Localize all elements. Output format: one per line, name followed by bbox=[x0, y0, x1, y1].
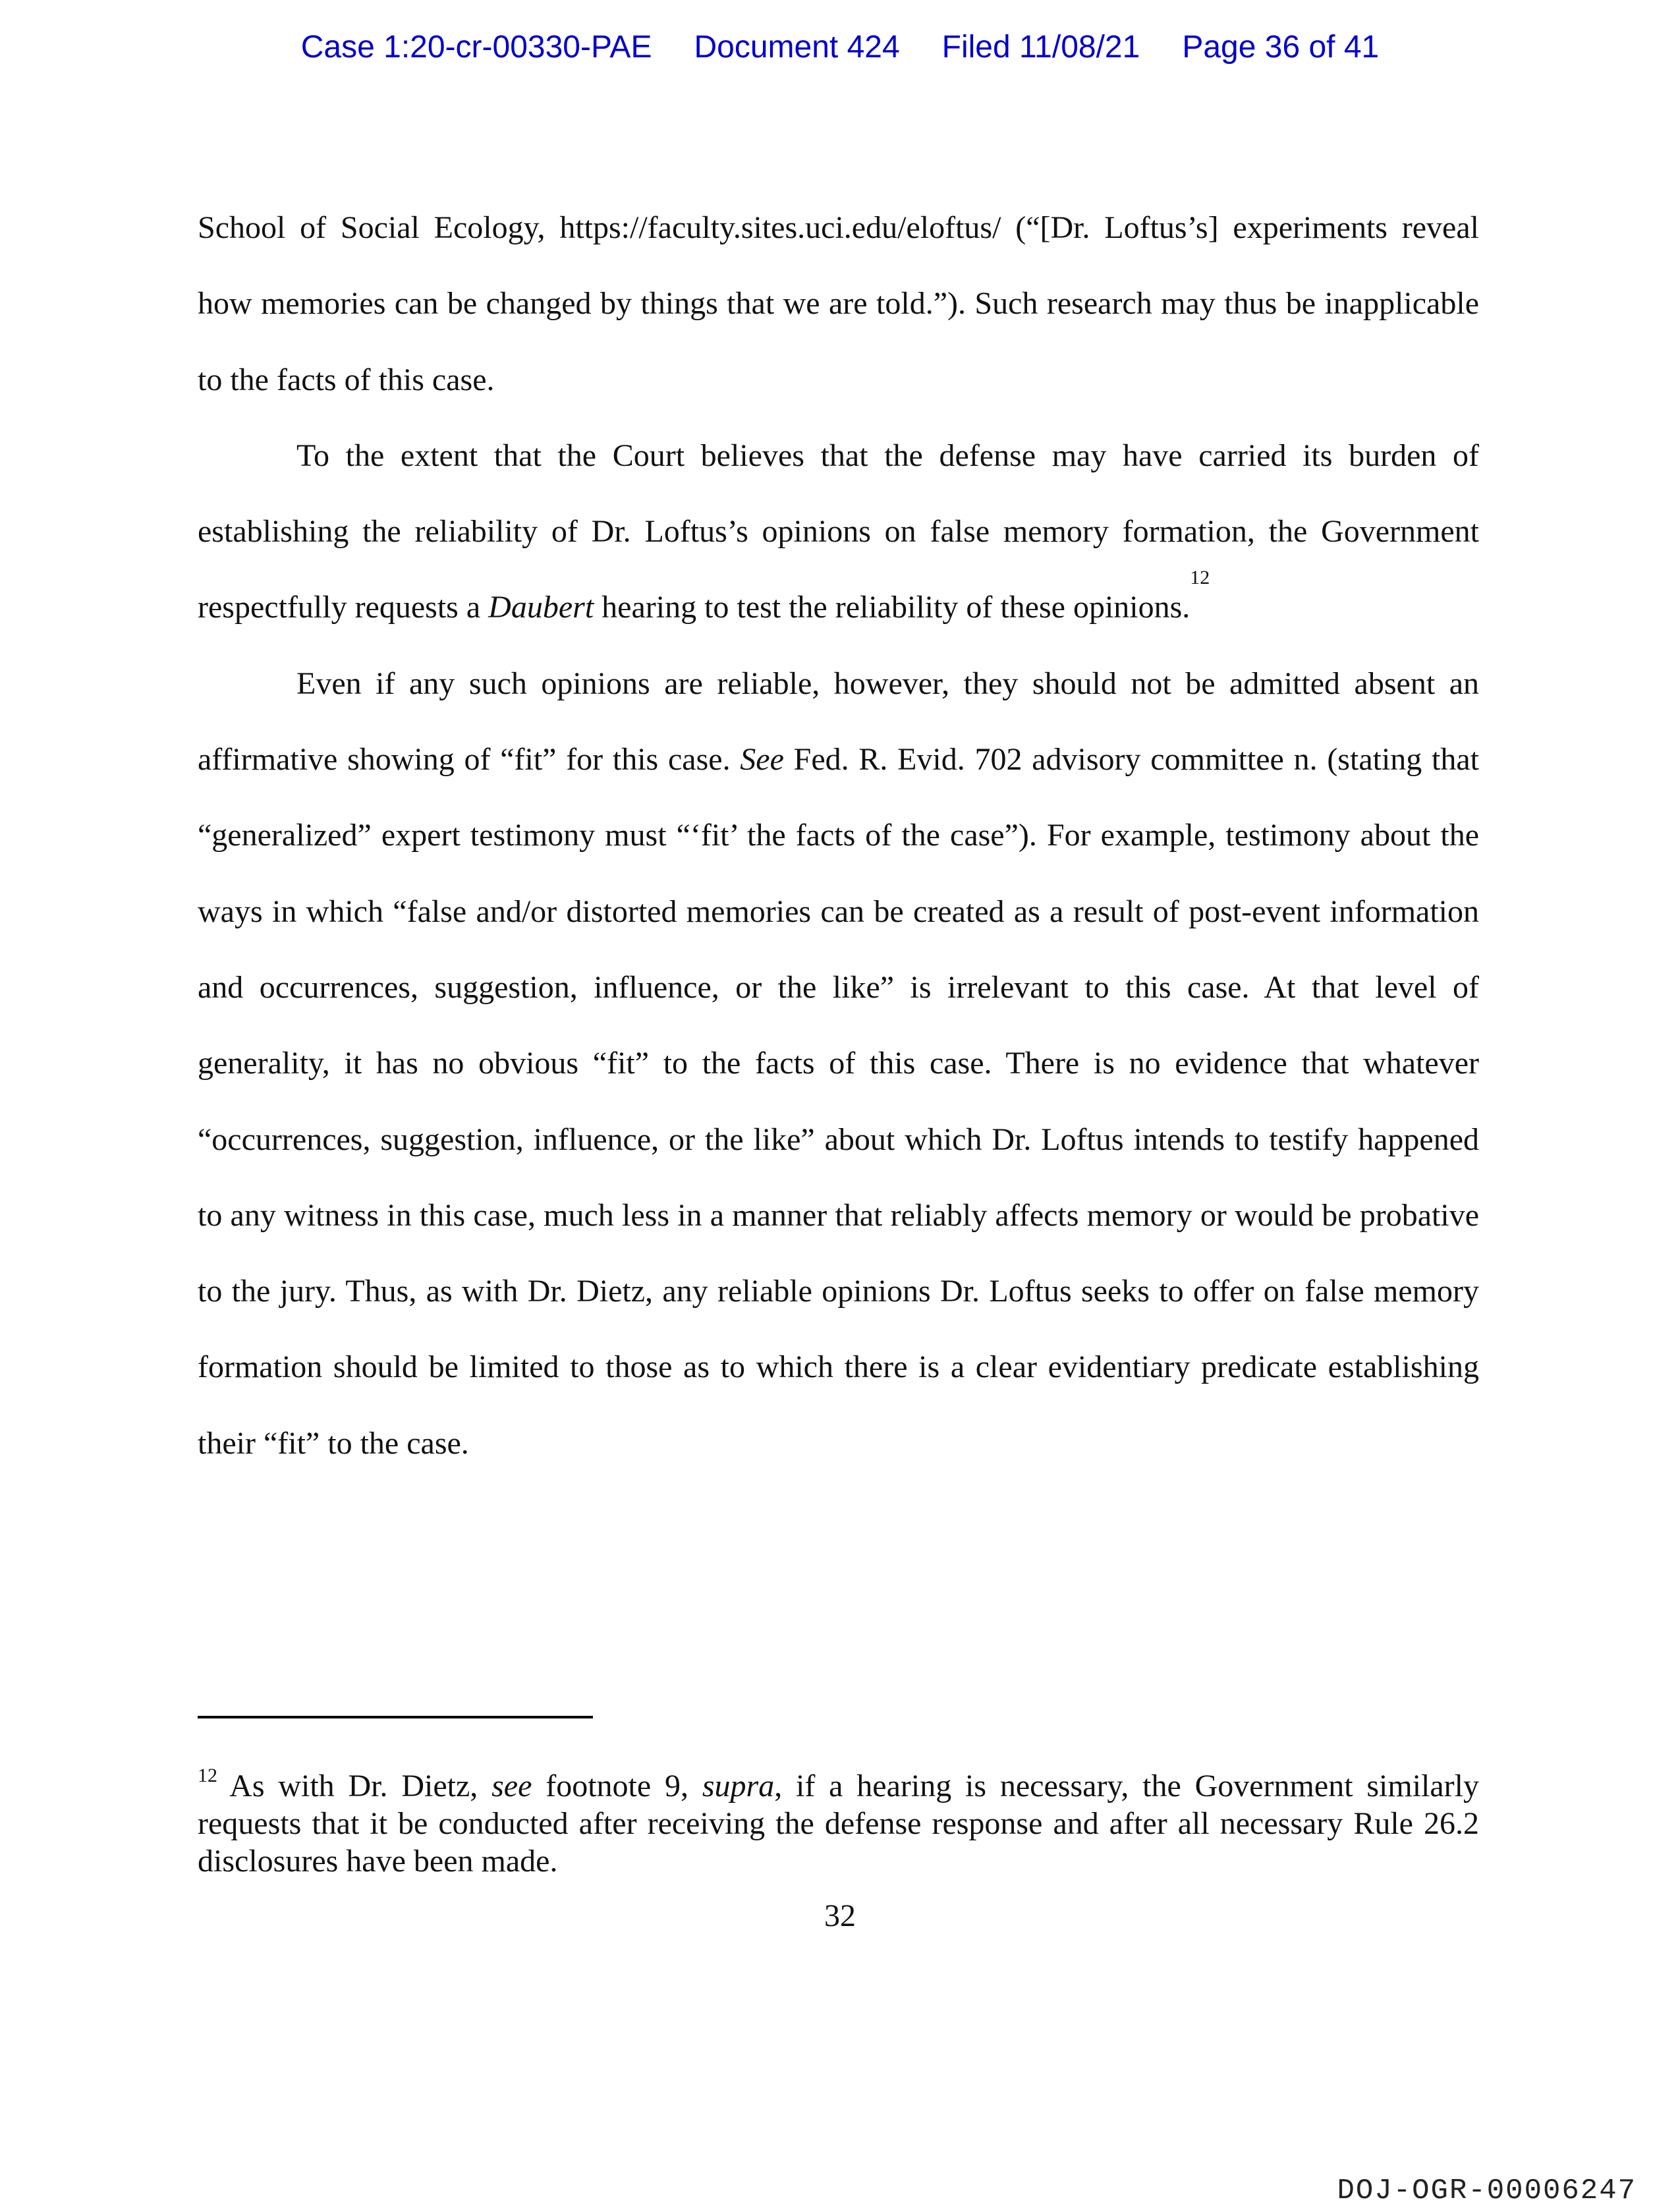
bates-number: DOJ-OGR-00006247 bbox=[1337, 2174, 1637, 2207]
body-text bbox=[198, 190, 1479, 1481]
case-number: Case 1:20-cr-00330-PAE bbox=[300, 30, 652, 65]
paragraph-continuation: School of Social Ecology, https://faculty.sites.uci.edu/eloftus/ (“[Dr. Loftus’s] experiments reveal how memories can be changed by things that we are told.”). Such research may thus be inapplicable to the facts of this case. bbox=[198, 210, 1479, 397]
page-count: Page 36 of 41 bbox=[1182, 30, 1380, 65]
footnote-separator bbox=[198, 1716, 593, 1718]
paragraph-daubert: To the extent that the Court believes that the defense may have carried its burden of establishing the reliability of Dr. Loftus’s opinions on false memory formation, the Government respectfully requests a Daubert hearing to test the reliability of these opinions.$^{12}$ bbox=[198, 438, 1479, 625]
footnote-number: 12 bbox=[198, 1765, 217, 1786]
footnote-ref[interactable]: 12 bbox=[1190, 567, 1210, 589]
paragraph-fit: Even if any such opinions are reliable, however, they should not be admitted absent an affirmative showing of “fit” for this case. See Fed. R. Evid. 702 advisory committee n. (stating that “generalized” expert testimony must “‘fit’ the facts of the case”). For example, testimony about the ways in which “false and/or distorted memories can be created as a result of post-event information and occurrences, suggestion, influence, or the like” is irrelevant to this case. At that level of generality, it has no obvious “fit” to the facts of this case. There is no evidence that whatever “occurrences, suggestion, influence, or the like” about which Dr. Loftus intends to testify happened to any witness in this case, much less in a manner that reliably affects memory or would be probative to the jury. Thus, as with Dr. Dietz, any reliable opinions Dr. Loftus seeks to offer on false memory formation should be limited to those as to which there is a clear evidentiary predicate establishing their “fit” to the case. bbox=[198, 666, 1479, 1461]
signal-italic: See bbox=[740, 742, 784, 778]
case-name-italic: Daubert bbox=[488, 590, 594, 625]
document-number: Document 424 bbox=[694, 30, 900, 65]
filed-date: Filed 11/08/21 bbox=[941, 30, 1140, 65]
footnote-12: $^{12}$ As with Dr. Dietz, see footnote 9, supra, if a hearing is necessary, the Government similarly requests that it be conducted after receiving the defense response and after all necessary Rule 26.2 disclosures have been made. bbox=[198, 1765, 1479, 1879]
ecf-header bbox=[0, 29, 1680, 65]
page-number: 32 bbox=[824, 1898, 856, 1933]
